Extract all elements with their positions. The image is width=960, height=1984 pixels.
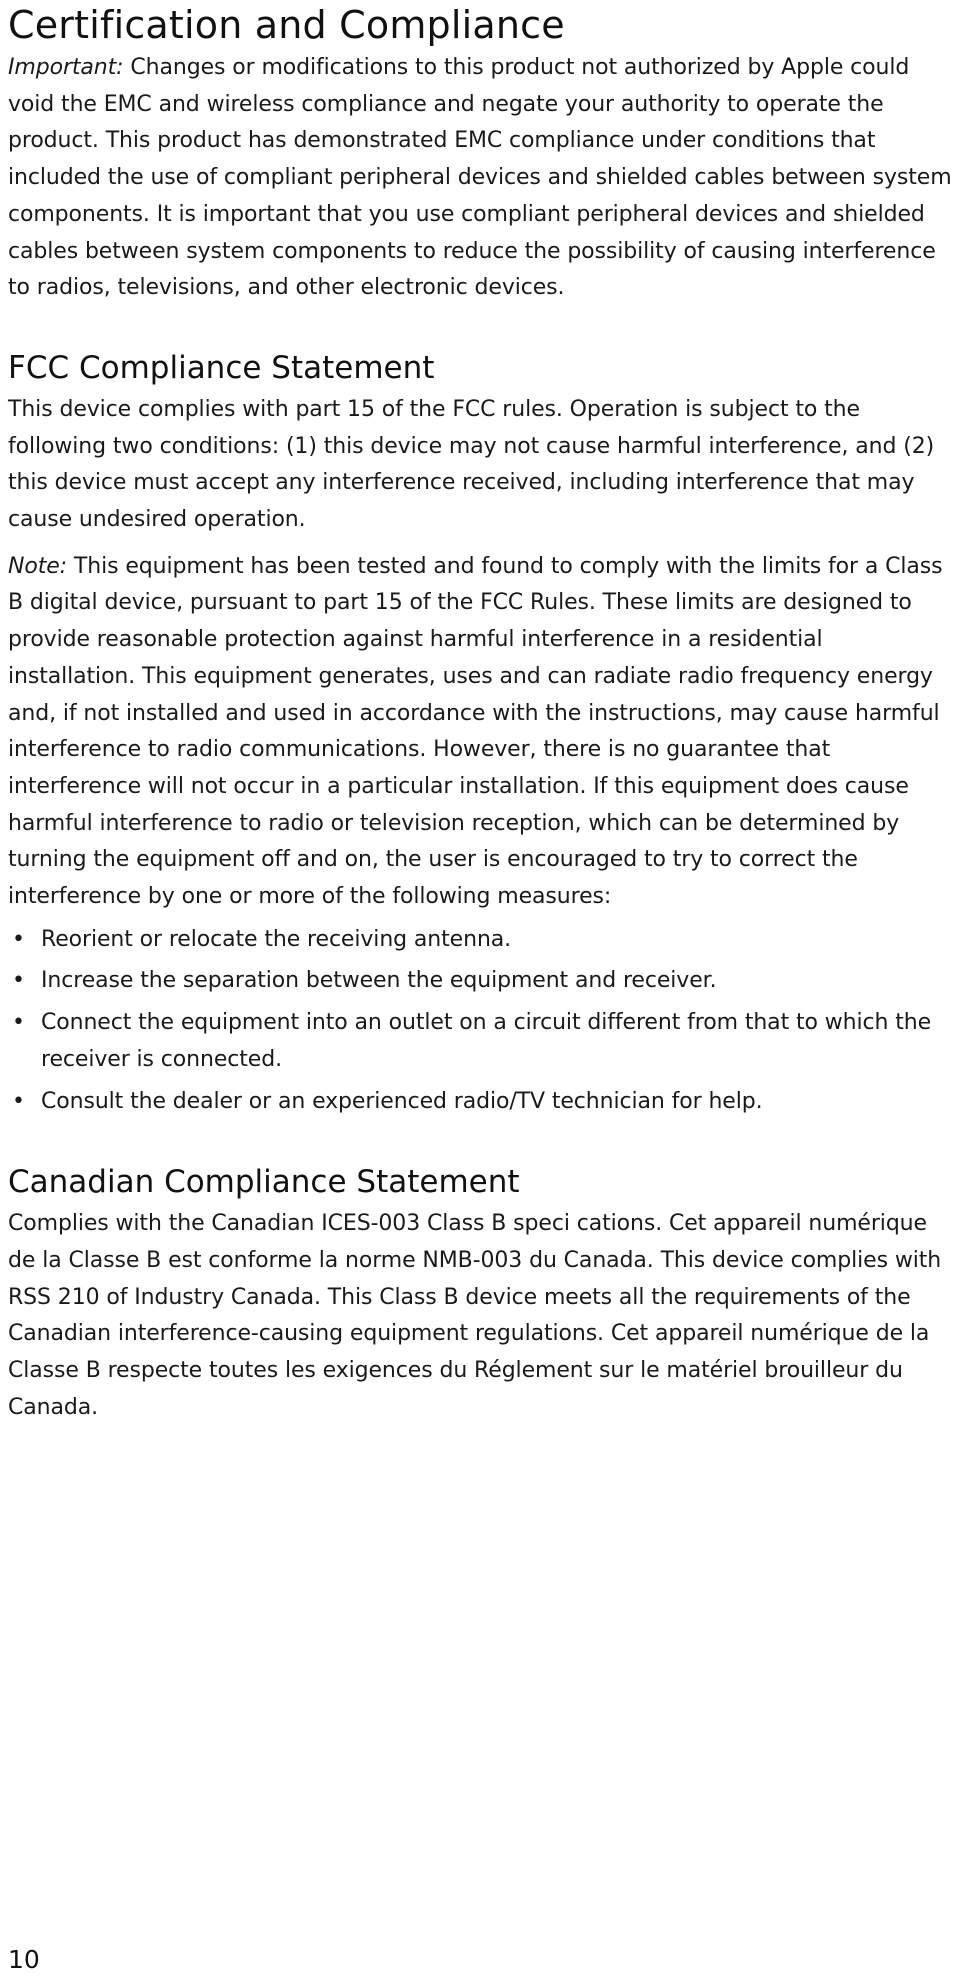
important-label: Important:	[8, 55, 124, 80]
list-item-text: Consult the dealer or an experienced radio/TV technician for help.	[41, 1088, 763, 1114]
intro-text: Changes or modifications to this product not authorized by Apple could void the EMC and wireless compliance and negate your authority to operate the product. This product has demonstrated EMC compliance under conditions that included the use of compliant peripheral devices and shielded cables between system components. It is important that you use compliant peripheral devices and shielded cables between system components to reduce the possibility of causing interference to radios, televisions, and other electronic devices.	[8, 55, 952, 301]
list-item	[8, 922, 952, 959]
fcc-note-paragraph	[8, 549, 952, 916]
measures-list	[8, 922, 952, 1121]
list-item-text: Reorient or relocate the receiving antenna.	[41, 926, 512, 952]
canada-paragraph: Complies with the Canadian ICES-003 Class B speci cations. Cet appareil numérique de la Classe B est conforme la norme NMB-003 du Canada. This device complies with RSS 210 of Industry Canada. This Class B device meets all the requirements of the Canadian interference-causing equipment regulations. Cet appareil numérique de la Classe B respecte toutes les exigences du Réglement sur le matériel brouilleur du Canada.	[8, 1211, 942, 1420]
page-number: 10	[8, 1945, 40, 1974]
list-item	[8, 963, 952, 1000]
note-text: This equipment has been tested and found to comply with the limits for a Class B digital device, pursuant to part 15 of the FCC Rules. These limits are designed to provide reasonable protection against harmful interference in a residential installation. This equipment generates, uses and can radiate radio frequency energy and, if not installed and used in accordance with the instructions, may cause harmful interference to radio communications. However, there is no guarantee that interference will not occur in a particular installation. If this equipment does cause harmful interference to radio or television reception, which can be determined by turning the equipment off and on, the user is encouraged to try to correct the interference by one or more of the following measures:	[8, 553, 943, 910]
list-item	[8, 1084, 952, 1121]
canada-heading: Canadian Compliance Statement	[8, 1164, 520, 1201]
fcc-heading: FCC Compliance Statement	[8, 349, 435, 386]
note-label: Note:	[8, 553, 67, 579]
list-item-text: Increase the separation between the equipment and receiver.	[41, 968, 717, 994]
list-item	[8, 1005, 952, 1078]
list-item-text: Connect the equipment into an outlet on a circuit different from that to which the receiver is connected.	[41, 1010, 932, 1072]
page-content	[8, 0, 952, 1427]
bullet-icon: •	[12, 1010, 25, 1036]
bullet-icon: •	[12, 968, 25, 994]
page-title: Certification and Compliance	[8, 3, 565, 47]
fcc-paragraph: This device complies with part 15 of the FCC rules. Operation is subject to the following two conditions: (1) this device may not cause harmful interference, and (2) this device must accept any interference received, including interference that may cause undesired operation.	[8, 396, 935, 533]
bullet-icon: •	[12, 1088, 25, 1114]
intro-paragraph	[8, 50, 952, 307]
bullet-icon: •	[12, 926, 25, 952]
